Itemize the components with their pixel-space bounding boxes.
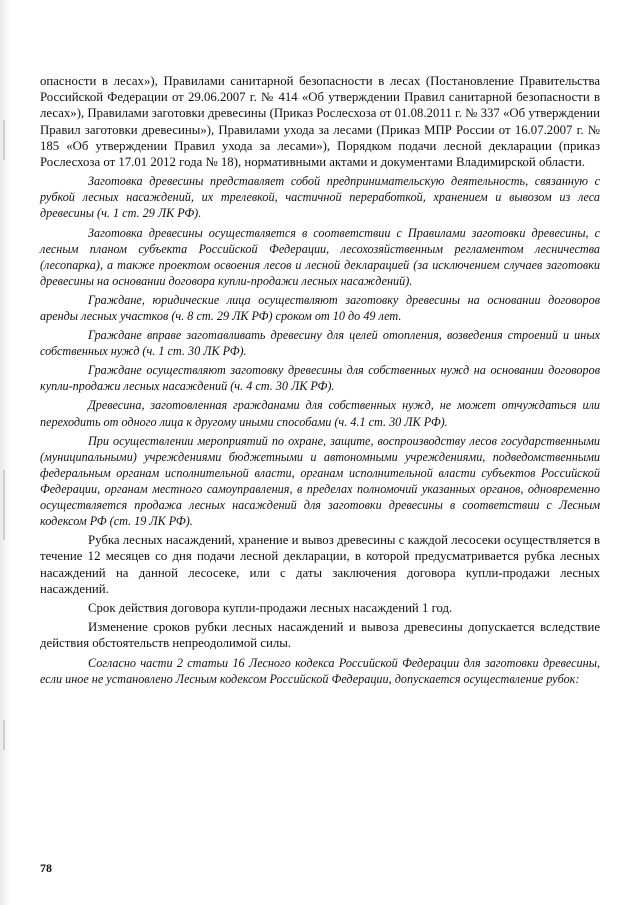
paragraph: Изменение сроков рубки лесных насаждений и вывоза древесины допускается вследствие действия обстоятельств непреодолимой силы. bbox=[40, 620, 600, 651]
scan-artifact bbox=[3, 720, 5, 750]
page-body-text bbox=[40, 73, 600, 687]
paragraph: Рубка лесных насаждений, хранение и вывоз древесины с каждой лесосеки осуществляется в течение 12 месяцев со дня подачи лесной декларации, в которой предусматривается рубка лесных насаждений на данной лесосеке, или с даты заключения договора купли-продажи лесных насаждений. bbox=[40, 533, 600, 596]
paragraph: Заготовка древесины представляет собой предпринимательскую деятельность, связанную с рубкой лесных насаждений, их трелевкой, частичной переработкой, хранением и вывозом из леса древесины (ч. 1 ст. 29 ЛК РФ). bbox=[40, 174, 600, 221]
paragraph: При осуществлении мероприятий по охране, защите, воспроизводству лесов государственными (муниципальными) учреждениями бюджетными и автономными учреждениями, подведомственными федеральным органам исполнительной власти, органам исполнительной власти субъектов Российской Федерации, органам местного самоуправления, в пределах полномочий указанных органов, одновременно осуществляется продажа лесных насаждений для заготовки древесины в соответствии с Лесным кодексом РФ (ст. 19 ЛК РФ). bbox=[40, 433, 600, 529]
paragraph: Граждане вправе заготавливать древесину для целей отопления, возведения строений и иных собственных нужд (ч. 1 ст. 30 ЛК РФ). bbox=[40, 328, 600, 359]
paragraph: Древесина, заготовленная гражданами для собственных нужд, не может отчуждаться или переходить от одного лица к другому иными способами (ч. 4.1 ст. 30 ЛК РФ). bbox=[40, 398, 600, 429]
paragraph: Срок действия договора купли-продажи лесных насаждений 1 год. bbox=[88, 601, 453, 615]
paragraph: опасности в лесах»), Правилами санитарной безопасности в лесах (Постановление Правительства Российской Федерации от 29.06.2007 г. № 414 «Об утверждении Правил санитарной безопасности в лесах»), Правилами заготовки древесины (Приказ Рослесхоза от 01.08.2011 г. № 337 «Об утверждении Правил заготовки древесины»), Правилами ухода за лесами (Приказ МПР России от 16.07.2007 г. № 185 «Об утверждении Правил ухода за лесами»), Порядком подачи лесной декларации (приказ Рослесхоза от 17.01 2012 года № 18), нормативными актами и документами Владимирской области. bbox=[40, 74, 600, 170]
paragraph: Граждане, юридические лица осуществляют заготовку древесины на основании договоров аренды лесных участков (ч. 8 ст. 29 ЛК РФ) сроком от 10 до 49 лет. bbox=[40, 292, 600, 323]
scan-artifact bbox=[3, 470, 5, 540]
scan-edge-shadow bbox=[0, 0, 12, 905]
page-number: 78 bbox=[40, 861, 52, 875]
paragraph: Заготовка древесины осуществляется в соответствии с Правилами заготовки древесины, с лесным планом субъекта Российской Федерации, лесохозяйственным регламентом лесничества (лесопарка), а также проектом освоения лесов и лесной декларацией (за исключением случаев заготовки древесины на основании договора купли-продажи лесных насаждений). bbox=[40, 225, 600, 288]
paragraph: Граждане осуществляют заготовку древесины для собственных нужд на основании договоров купли-продажи лесных насаждений (ч. 4 ст. 30 ЛК РФ). bbox=[40, 363, 600, 394]
scan-artifact bbox=[3, 120, 5, 160]
paragraph: Согласно части 2 статьи 16 Лесного кодекса Российской Федерации для заготовки древесины, если иное не установлено Лесным кодексом Российской Федерации, допускается осуществление рубок: bbox=[40, 655, 600, 686]
